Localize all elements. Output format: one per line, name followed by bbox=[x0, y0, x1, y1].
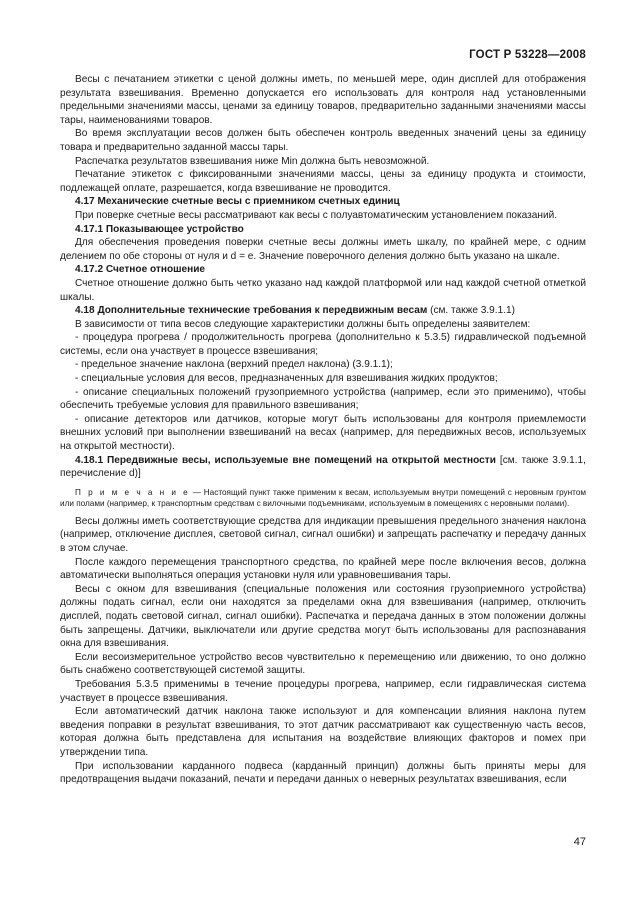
note-text: — Настоящий пункт также применим к весам, используемым внутри помещений с неровным грунтом или полами (например, к транспортным средствам с вилочными подъемниками, используемым в помещениях с неровными полами). bbox=[60, 487, 586, 508]
paragraph: Если автоматический датчик наклона также используют и для компенсации влияния наклона путем введения поправки в результат взвешивания, то этот датчик рассматривают как существенную часть весов, которая должна быть представлена для испытания на воздействие влияющих факторов и помех при утверждении типа. bbox=[60, 706, 586, 758]
section-heading-4-18: 4.18 Дополнительные технические требования к передвижным весам bbox=[75, 305, 428, 317]
paragraph: Требования 5.3.5 применимы в течение процедуры прогрева, например, если гидравлическая система участвует в процессе взвешивания. bbox=[60, 678, 586, 704]
list-item: - процедура прогрева / продолжительность прогрева (дополнительно к 5.3.5) гидравлической подъемной системы, если она участвует в процессе взвешивания; bbox=[60, 332, 586, 357]
note-label: П р и м е ч а н и е bbox=[75, 487, 190, 497]
section-4-18 bbox=[60, 304, 586, 318]
paragraph: Весы с окном для взвешивания (специальные положения или состояния грузоприемного устройства) должны подать сигнал, если они находятся за пределами окна для взвешивания (например, отключить дисплей, подать световой сигнал, сигнал ошибки). Распечатка и передача данных в этом положении должны быть запрещены. Датчики, выключатели или другие средства могут быть использованы для распознавания окна для взвешивания. bbox=[60, 583, 586, 650]
list-item: - специальные условия для весов, предназначенных для взвешивания жидких продуктов; bbox=[75, 373, 498, 385]
paragraph: В зависимости от типа весов следующие характеристики должны быть определены заявителем: bbox=[75, 318, 531, 330]
section-4-18-1 bbox=[60, 454, 586, 481]
list-item: - предельное значение наклона (верхний предел наклона) (3.9.1.1); bbox=[75, 359, 393, 371]
paragraph: Весы с печатанием этикетки с ценой должны иметь, по меньшей мере, один дисплей для отображения результата взвешивания. Временно допускается его использовать для контроля над установленными предельными значениями массы, ценами за единицу товаров, предварительно заданными значениями массы тары, наименованиями товаров. bbox=[60, 74, 586, 126]
paragraph: После каждого перемещения транспортного средства, по крайней мере после включения весов, должна автоматически выполняться операция установки нуля или уравновешивания тары. bbox=[60, 556, 586, 582]
section-reference: [см. также 3.9.1.1, перечисление d)] bbox=[60, 454, 586, 480]
paragraph: Если весоизмерительное устройство весов чувствительно к перемещению или движению, то оно должно быть снабжено соответствующей системой защиты. bbox=[60, 651, 586, 677]
document-code: ГОСТ Р 53228—2008 bbox=[469, 49, 586, 61]
paragraph: Во время эксплуатации весов должен быть обеспечен контроль введенных значений цены за единицу товара и предварительно заданной массы тары. bbox=[60, 128, 586, 153]
paragraph: При использовании карданного подвеса (карданный принцип) должны быть приняты меры для предотвращения выдачи показаний, печати и передачи данных о неверных результатах взвешивания, если bbox=[60, 760, 586, 786]
section-heading-4-17-2: 4.17.2 Счетное отношение bbox=[75, 264, 206, 276]
paragraph: Для обеспечения проведения поверки счетные весы должны иметь шкалу, по крайней мере, с одним делением по обе стороны от нуля и d = e. Значение поверочного деления должно быть указано на шкале. bbox=[60, 237, 586, 262]
section-heading-4-18-1: 4.18.1 Передвижные весы, используемые вне помещений на открытой местности bbox=[75, 454, 496, 466]
section-reference: (см. также 3.9.1.1) bbox=[427, 305, 515, 317]
paragraph: При поверке счетные весы рассматривают как весы с полуавтоматическим установлением показаний. bbox=[75, 209, 558, 221]
section-heading-4-17-1: 4.17.1 Показывающее устройство bbox=[75, 223, 244, 235]
paragraph: Печатание этикеток с фиксированными значениями массы, цены за единицу продукта и стоимости, подлежащей оплате, разрешается, когда взвешивание не проводится. bbox=[60, 169, 586, 194]
list-item: - описание специальных положений грузоприемного устройства (например, если это применимо), чтобы обеспечить требуемые условия для правильного взвешивания; bbox=[60, 386, 586, 412]
paragraph: Счетное отношение должно быть четко указано над каждой платформой или над каждой счетной отметкой шкалы. bbox=[60, 277, 586, 303]
page-number: 47 bbox=[573, 836, 586, 848]
note bbox=[60, 487, 586, 509]
page-body bbox=[60, 73, 586, 787]
section-heading-4-17: 4.17 Механические счетные весы с приемником счетных единиц bbox=[75, 196, 400, 208]
list-item: - описание детекторов или датчиков, которые могут быть использованы для контроля приемлемости внешних условий при выполнении взвешиваний на весах (например, для передвижных весов, используемых на открытой местности). bbox=[60, 413, 586, 453]
paragraph: Распечатка результатов взвешивания ниже Min должна быть невозможной. bbox=[75, 155, 430, 167]
paragraph: Весы должны иметь соответствующие средства для индикации превышения предельного значения наклона (например, отключение дисплея, световой сигнал, сигнал ошибки) и запрещать распечатку и передачу данных в этом случае. bbox=[60, 515, 586, 554]
